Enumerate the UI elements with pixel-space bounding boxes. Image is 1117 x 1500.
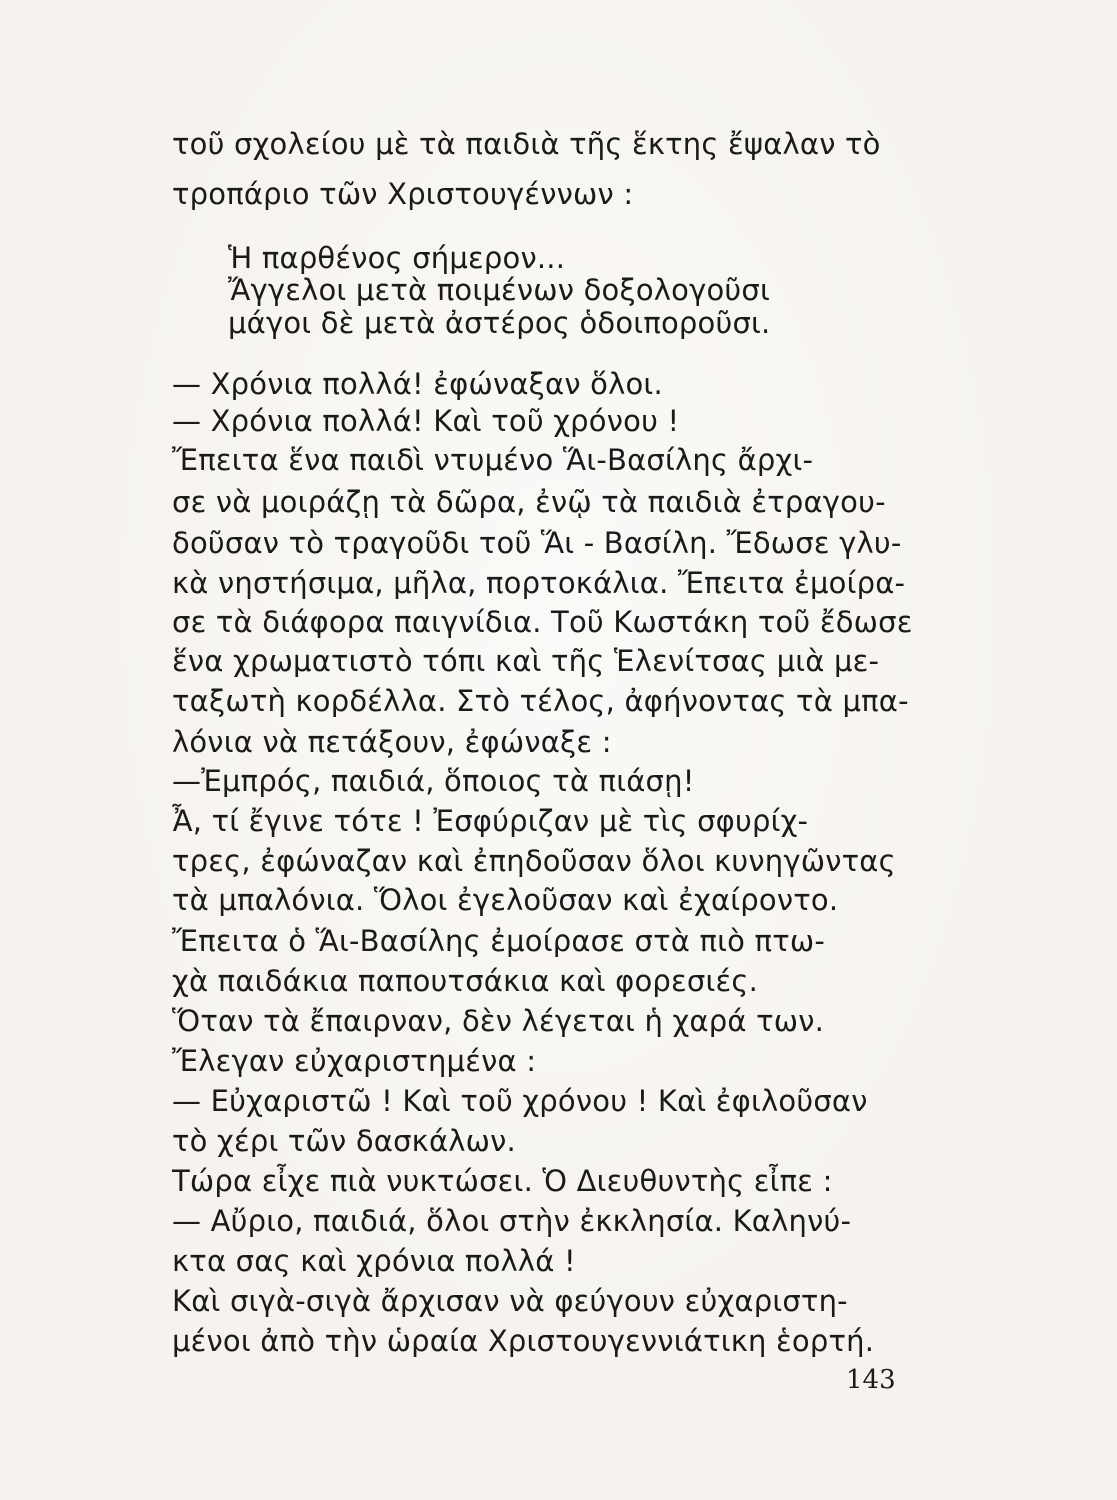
text-line-16: —Ἐμπρός, παιδιά, ὅποιος τὰ πιάσῃ! [172,764,695,798]
text-line-22: Ὅταν τὰ ἔπαιρναν, δὲν λέγεται ἡ χαρά των. [172,1004,825,1038]
text-line-28: κτα σας καὶ χρόνια πολλά ! [172,1244,576,1278]
text-line-1: τοῦ σχολείου μὲ τὰ παιδιὰ τῆς ἕκτης ἔψαλαν τὸ [172,127,881,161]
text-line-10: δοῦσαν τὸ τραγοῦδι τοῦ Ἅι - Βασίλη. Ἔδωσε γλυ- [172,526,902,560]
text-line-7: — Χρόνια πολλά! Καὶ τοῦ χρόνου ! [172,404,680,438]
text-line-8: Ἔπειτα ἕνα παιδὶ ντυμένο Ἅι-Βασίλης ἄρχι- [172,443,814,477]
page-number: 143 [846,1365,896,1395]
text-line-30: μένοι ἀπὸ τὴν ὡραία Χριστουγεννιάτικη ἑορτή. [172,1324,875,1358]
text-line-27: — Αὔριο, παιδιά, ὅλοι στὴν ἐκκλησία. Καληνύ- [172,1204,852,1238]
text-line-11: κὰ νηστήσιμα, μῆλα, πορτοκάλια. Ἔπειτα ἐμοίρα- [172,566,906,600]
text-line-14: ταξωτὴ κορδέλλα. Στὸ τέλος, ἀφήνοντας τὰ μπα- [172,684,909,718]
text-line-23: Ἔλεγαν εὐχαριστημένα : [172,1044,537,1078]
text-line-9: σε νὰ μοιράζῃ τὰ δῶρα, ἐνῷ τὰ παιδιὰ ἐτραγου- [172,485,886,519]
text-line-19: τὰ μπαλόνια. Ὅλοι ἐγελοῦσαν καὶ ἐχαίροντο. [172,883,839,917]
text-line-13: ἕνα χρωματιστὸ τόπι καὶ τῆς Ἑλενίτσας μιὰ με- [172,644,880,678]
text-line-15: λόνια νὰ πετάξουν, ἐφώναξε : [172,725,612,759]
text-line-29: Καὶ σιγὰ-σιγὰ ἄρχισαν νὰ φεύγουν εὐχαριστη- [172,1284,848,1318]
verse-line-1: Ἡ παρθένος σήμερον... [228,241,566,275]
text-line-2: τροπάριο τῶν Χριστουγέννων : [172,177,634,211]
text-line-12: σε τὰ διάφορα παιγνίδια. Τοῦ Κωστάκη τοῦ ἔδωσε [172,605,913,639]
text-line-26: Τώρα εἶχε πιὰ νυκτώσει. Ὁ Διευθυντὴς εἶπε : [172,1164,833,1198]
verse-line-2: Ἄγγελοι μετὰ ποιμένων δοξολογοῦσι [228,273,770,307]
text-line-17: Ἆ, τί ἔγινε τότε ! Ἐσφύριζαν μὲ τὶς σφυρίχ- [172,804,809,838]
text-line-25: τὸ χέρι τῶν δασκάλων. [172,1124,516,1158]
text-line-24: — Εὐχαριστῶ ! Καὶ τοῦ χρόνου ! Καὶ ἐφιλοῦσαν [172,1084,868,1118]
text-line-21: χὰ παιδάκια παπουτσάκια καὶ φορεσιές. [172,964,759,998]
text-line-20: Ἔπειτα ὁ Ἅι-Βασίλης ἐμοίρασε στὰ πιὸ πτω- [172,924,826,958]
verse-line-3: μάγοι δὲ μετὰ ἀστέρος ὁδοιποροῦσι. [228,306,771,340]
text-line-18: τρες, ἐφώναζαν καὶ ἐπηδοῦσαν ὅλοι κυνηγῶντας [172,844,896,878]
text-line-6: — Χρόνια πολλά! ἐφώναξαν ὅλοι. [172,367,663,401]
